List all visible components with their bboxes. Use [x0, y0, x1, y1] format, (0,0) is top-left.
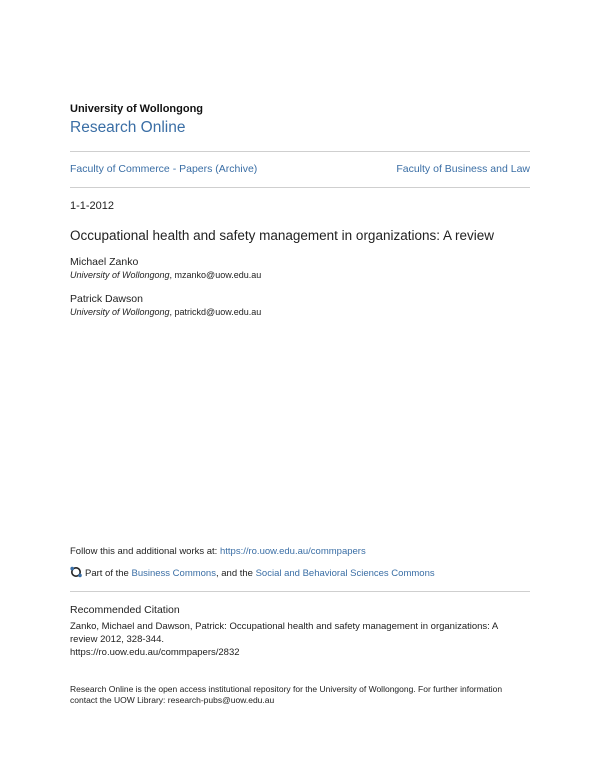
author-name: Michael Zanko [70, 256, 139, 268]
citation-line: review 2012, 328-344. [70, 634, 165, 645]
part-of-line [70, 566, 435, 579]
faculty-commerce-link[interactable]: Faculty of Commerce - Papers (Archive) [70, 163, 258, 175]
follow-text: Follow this and additional works at: [70, 546, 220, 557]
commpapers-link[interactable]: https://ro.uow.edu.au/commpapers [219, 546, 366, 557]
research-online-link[interactable]: Research Online [70, 119, 186, 136]
faculty-business-law-link[interactable]: Faculty of Business and Law [396, 163, 530, 175]
author-affiliation [70, 270, 261, 280]
top-divider [70, 151, 530, 152]
business-commons-link[interactable]: Business Commons [131, 568, 216, 579]
author-email: , mzanko@uow.edu.au [169, 270, 262, 280]
citation-text [70, 620, 530, 659]
part-of-middle: , and the [215, 568, 256, 579]
publication-date: 1-1-2012 [70, 200, 115, 212]
citation-heading: Recommended Citation [70, 604, 180, 616]
social-behavioral-commons-link[interactable]: Social and Behavioral Sciences Commons [255, 568, 435, 579]
citation-url: https://ro.uow.edu.au/commpapers/2832 [70, 647, 240, 658]
citation-divider [70, 591, 530, 592]
faculty-divider [70, 187, 530, 188]
paper-title: Occupational health and safety management in organizations: A review [70, 228, 495, 243]
affiliation-institution: University of Wollongong [70, 307, 170, 317]
author-email: , patrickd@uow.edu.au [169, 307, 262, 317]
footer-line: Research Online is the open access institutional repository for the University of Wollongong. For further information [70, 684, 503, 694]
affiliation-institution: University of Wollongong [70, 270, 170, 280]
author-affiliation [70, 307, 261, 317]
footer-notice [70, 684, 530, 706]
follow-line [70, 546, 366, 557]
footer-line: contact the UOW Library: research-pubs@uow.edu.au [70, 695, 275, 705]
part-of-prefix: Part of the [85, 568, 132, 579]
author-name: Patrick Dawson [70, 293, 143, 305]
university-name: University of Wollongong [70, 103, 204, 115]
citation-line: Zanko, Michael and Dawson, Patrick: Occupational health and safety management in organizations: A [70, 621, 499, 632]
commons-network-icon [70, 566, 82, 578]
